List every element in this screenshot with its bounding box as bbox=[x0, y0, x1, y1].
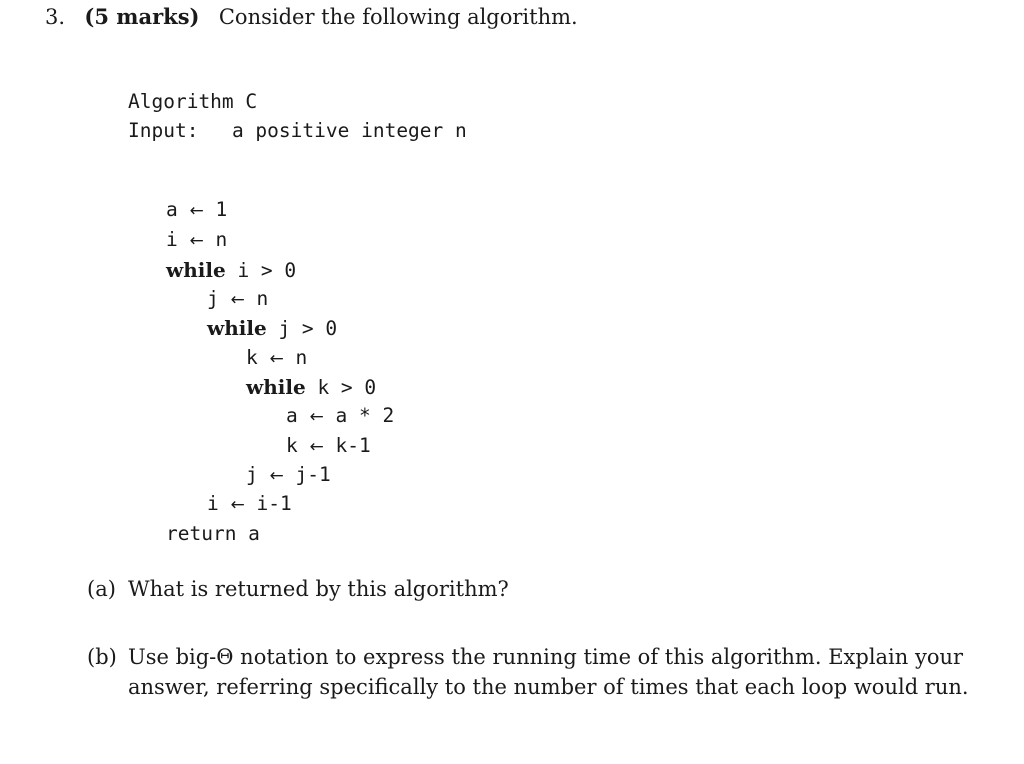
part-b-text-line1: Use big-Θ notation to express the running time of this algorithm. Explain your bbox=[128, 645, 964, 669]
code-line: a ← a * 2 bbox=[286, 404, 395, 427]
keyword-while: while bbox=[207, 316, 267, 340]
assign-arrow: ← bbox=[309, 407, 324, 427]
code-line: k ← n bbox=[246, 346, 308, 369]
code-line-return: return a bbox=[166, 522, 260, 545]
assign-arrow: ← bbox=[189, 231, 204, 251]
code-line: k ← k-1 bbox=[286, 434, 371, 457]
algorithm-name: Algorithm C bbox=[128, 90, 258, 113]
code-line: while j > 0 bbox=[207, 316, 338, 340]
input-label: Input: bbox=[128, 119, 199, 142]
assign-arrow: ← bbox=[269, 349, 284, 369]
part-a-marker: (a) bbox=[87, 577, 116, 601]
assign-arrow: ← bbox=[269, 466, 284, 486]
part-a-text: What is returned by this algorithm? bbox=[128, 577, 509, 601]
code-line: j ← j-1 bbox=[246, 463, 331, 486]
assign-arrow: ← bbox=[230, 495, 245, 515]
keyword-while: while bbox=[246, 375, 306, 399]
question-number: 3. bbox=[45, 5, 66, 29]
code-line: while i > 0 bbox=[166, 258, 297, 282]
code-line: while k > 0 bbox=[246, 375, 377, 399]
algorithm-input bbox=[128, 119, 467, 142]
question-marks: (5 marks) bbox=[84, 4, 200, 29]
keyword-while: while bbox=[166, 258, 226, 282]
part-b-text-line2: answer, referring specifically to the number of times that each loop would run. bbox=[128, 675, 969, 699]
code-line: i ← n bbox=[166, 228, 228, 251]
input-description: a positive integer n bbox=[231, 119, 467, 142]
assign-arrow: ← bbox=[230, 290, 245, 310]
question-intro: Consider the following algorithm. bbox=[218, 5, 578, 29]
assign-arrow: ← bbox=[309, 437, 324, 457]
part-b-marker: (b) bbox=[87, 645, 117, 669]
code-line: i ← i-1 bbox=[207, 492, 292, 515]
assign-arrow: ← bbox=[189, 201, 204, 221]
code-line: a ← 1 bbox=[166, 198, 228, 221]
question-header bbox=[45, 4, 578, 29]
code-line: j ← n bbox=[207, 287, 269, 310]
